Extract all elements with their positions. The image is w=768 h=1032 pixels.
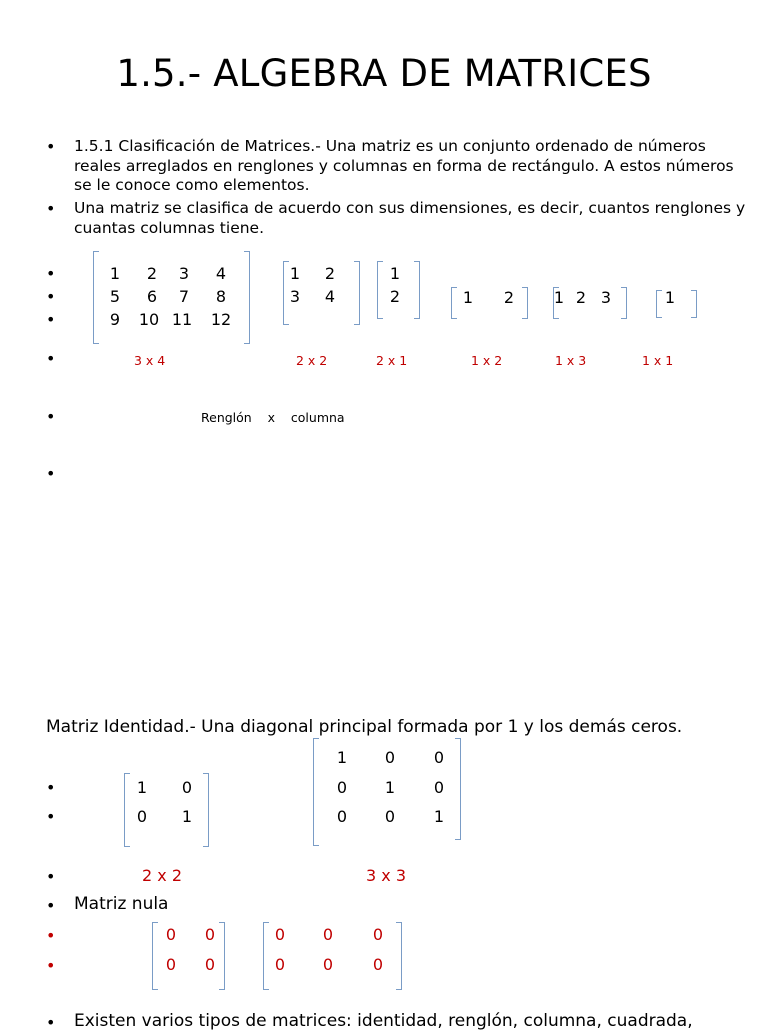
- matrix-cell: 11: [171, 310, 193, 329]
- matrix-cell: 0: [165, 925, 177, 944]
- bullet-marker: •: [46, 956, 56, 975]
- matrix-types-text: Existen varios tipos de matrices: identidad, renglón, columna, cuadrada,: [74, 1011, 693, 1031]
- matrix-bracket-right: [455, 738, 461, 840]
- matrix-cell: 0: [372, 955, 384, 974]
- dimension-label: 1 x 2: [471, 353, 503, 368]
- identity-heading: Matriz Identidad.- Una diagonal principal formada por 1 y los demás ceros.: [46, 717, 683, 737]
- matrix-cell: 12: [210, 310, 232, 329]
- matrix-bracket-right: [244, 251, 250, 344]
- bullet-marker: •: [46, 310, 56, 329]
- matrix-cell: 0: [433, 778, 445, 797]
- dimension-label: 1 x 3: [555, 353, 587, 368]
- row-column-label: Renglón x columna: [201, 410, 345, 425]
- matrix-bracket-left: [152, 922, 158, 990]
- matrix-bracket-right: [691, 290, 697, 318]
- dimension-label: 2 x 2: [296, 353, 328, 368]
- matrix-cell: 0: [136, 807, 148, 826]
- matrix-cell: 3: [178, 264, 190, 283]
- matrix-cell: 7: [178, 287, 190, 306]
- dimension-label: 3 x 3: [366, 866, 406, 885]
- matrix-cell: 0: [336, 778, 348, 797]
- matrix-cell: 3: [600, 288, 612, 307]
- bullet-marker: •: [46, 464, 56, 483]
- matrix-cell: 2: [324, 264, 336, 283]
- matrix-cell: 0: [384, 748, 396, 767]
- matrix-cell: 0: [204, 925, 216, 944]
- matrix-cell: 1: [462, 288, 474, 307]
- matrix-cell: 5: [109, 287, 121, 306]
- dimensions-paragraph: Una matriz se clasifica de acuerdo con sus dimensiones, es decir, cuantos renglones y cuantas columnas tiene.: [74, 199, 746, 237]
- matrix-bracket-right: [621, 287, 627, 319]
- matrix-cell: 0: [204, 955, 216, 974]
- bullet-marker: •: [46, 867, 56, 886]
- matrix-cell: 1: [181, 807, 193, 826]
- matrix-cell: 2: [503, 288, 515, 307]
- matrix-cell: 1: [289, 264, 301, 283]
- bullet-marker: •: [46, 137, 56, 156]
- matrix-cell: 3: [289, 287, 301, 306]
- matrix-cell: 0: [433, 748, 445, 767]
- matrix-cell: 1: [109, 264, 121, 283]
- dimension-label: 2 x 1: [376, 353, 408, 368]
- matrix-cell: 6: [146, 287, 158, 306]
- matrix-cell: 0: [274, 955, 286, 974]
- matrix-cell: 8: [215, 287, 227, 306]
- bullet-marker: •: [46, 407, 56, 426]
- matrix-cell: 4: [324, 287, 336, 306]
- matrix-cell: 9: [109, 310, 121, 329]
- matrix-cell: 4: [215, 264, 227, 283]
- matrix-bracket-left: [93, 251, 99, 344]
- matrix-cell: 0: [372, 925, 384, 944]
- matrix-cell: 10: [138, 310, 160, 329]
- matrix-bracket-right: [354, 261, 360, 325]
- matrix-cell: 1: [433, 807, 445, 826]
- classification-paragraph: 1.5.1 Clasificación de Matrices.- Una matriz es un conjunto ordenado de números reales arreglados en renglones y columnas en forma de rectángulo. A estos números se le conoce como elementos.: [74, 137, 734, 194]
- matrix-cell: 1: [336, 748, 348, 767]
- bullet-marker: •: [46, 287, 56, 306]
- bullet-marker: •: [46, 264, 56, 283]
- matrix-cell: 0: [165, 955, 177, 974]
- matrix-cell: 0: [322, 925, 334, 944]
- bullet-marker: •: [46, 778, 56, 797]
- bullet-marker: •: [46, 1013, 56, 1032]
- null-matrix-heading: Matriz nula: [74, 894, 169, 914]
- matrix-cell: 0: [384, 807, 396, 826]
- bullet-marker: •: [46, 926, 56, 945]
- matrix-bracket-left: [313, 738, 319, 846]
- matrix-cell: 1: [389, 264, 401, 283]
- bullet-marker: •: [46, 896, 56, 915]
- matrix-bracket-right: [203, 773, 209, 847]
- matrix-cell: 2: [575, 288, 587, 307]
- matrix-cell: 1: [553, 288, 565, 307]
- matrix-bracket-right: [396, 922, 402, 990]
- matrix-cell: 1: [664, 288, 676, 307]
- bullet-marker: •: [46, 807, 56, 826]
- bullet-marker: •: [46, 199, 56, 218]
- matrix-cell: 1: [136, 778, 148, 797]
- matrix-cell: 0: [181, 778, 193, 797]
- matrix-cell: 0: [274, 925, 286, 944]
- dimension-label: 1 x 1: [642, 353, 674, 368]
- matrix-cell: 0: [336, 807, 348, 826]
- dimension-label: 2 x 2: [142, 866, 182, 885]
- bullet-marker: •: [46, 349, 56, 368]
- matrix-cell: 0: [322, 955, 334, 974]
- matrix-cell: 2: [389, 287, 401, 306]
- matrix-cell: 1: [384, 778, 396, 797]
- page-title: 1.5.- ALGEBRA DE MATRICES: [116, 52, 652, 95]
- matrix-bracket-right: [522, 287, 528, 319]
- matrix-bracket-right: [414, 261, 420, 319]
- dimension-label: 3 x 4: [134, 353, 166, 368]
- matrix-cell: 2: [146, 264, 158, 283]
